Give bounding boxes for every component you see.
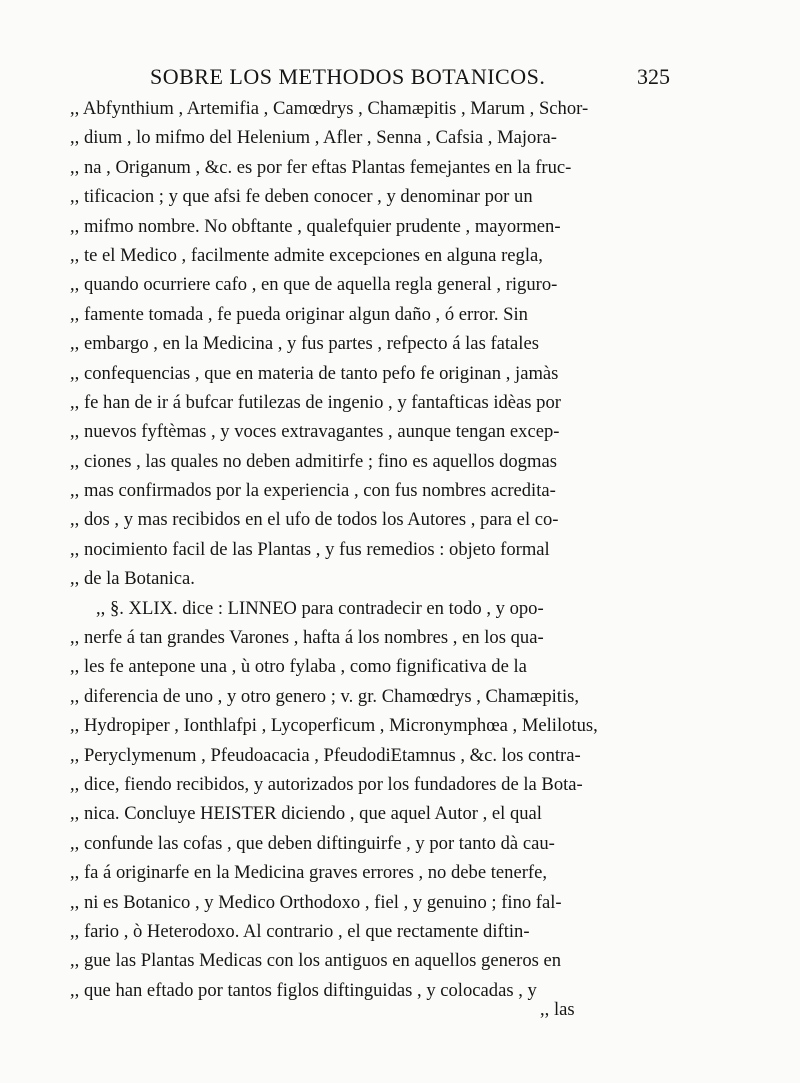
line-text: ,, dice, fiendo recibidos, y autorizados por los fundadores de la Bota- xyxy=(70,773,583,795)
text-line xyxy=(52,505,682,534)
line-text: ,, Hydropiper , Ionthlafpi , Lycoperficum , Micronymphœa , Melilotus, xyxy=(70,715,598,737)
line-text: ,, fa á originarfe en la Medicina graves errores , no debe tenerfe, xyxy=(70,862,548,884)
text-line xyxy=(52,535,682,564)
line-text: ,, mas confirmados por la experiencia , con fus nombres acredita- xyxy=(70,480,556,502)
text-line xyxy=(52,94,682,123)
text-line xyxy=(52,123,682,152)
line-text: ,, ni es Botanico , y Medico Orthodoxo , fiel , y genuino ; fino fal- xyxy=(70,891,562,913)
body-text xyxy=(52,94,682,1035)
text-line xyxy=(52,447,682,476)
text-line xyxy=(52,888,682,917)
line-text: ,, nuevos fyftèmas , y voces extravagantes , aunque tengan excep- xyxy=(70,421,560,443)
text-line xyxy=(52,241,682,270)
text-line xyxy=(52,829,682,858)
line-text: ,, embargo , en la Medicina , y fus partes , refpecto á las fatales xyxy=(70,333,539,355)
text-line xyxy=(52,476,682,505)
text-line xyxy=(52,300,682,329)
line-text: ,, de la Botanica. xyxy=(70,568,195,590)
text-line xyxy=(52,770,682,799)
line-text: ,, Abfynthium , Artemifia , Camœdrys , Chamæpitis , Marum , Schor- xyxy=(70,98,589,119)
text-line xyxy=(52,858,682,887)
line-text: ,, confunde las cofas , que deben diftinguirfe , y por tanto dà cau- xyxy=(70,832,555,854)
line-text: ,, te el Medico , facilmente admite excepciones en alguna regla, xyxy=(70,244,543,266)
line-text: ,, famente tomada , fe pueda originar algun daño , ó error. Sin xyxy=(70,303,528,325)
text-line xyxy=(52,623,682,652)
text-line xyxy=(52,799,682,828)
text-line xyxy=(52,270,682,299)
text-line xyxy=(52,388,682,417)
page-header xyxy=(150,64,670,94)
running-head: SOBRE LOS METHODOS BOTANICOS. xyxy=(150,64,546,89)
text-line xyxy=(52,564,682,593)
text-line xyxy=(52,682,682,711)
line-text: ,, Peryclymenum , Pfeudoacacia , PfeudodiEtamnus , &c. los contra- xyxy=(70,744,581,766)
page-number: 325 xyxy=(637,64,670,89)
line-text: ,, tificacion ; y que afsi fe deben conocer , y denominar por un xyxy=(70,186,533,208)
text-line xyxy=(52,359,682,388)
line-text: ,, nocimiento facil de las Plantas , y fus remedios : objeto formal xyxy=(70,538,550,560)
line-text: ,, §. XLIX. dice : LINNEO para contradecir en todo , y opo- xyxy=(96,597,544,619)
line-text: ,, na , Origanum , &c. es por fer eftas Plantas femejantes en la fruc- xyxy=(70,156,572,178)
text-line xyxy=(52,594,682,623)
text-line xyxy=(52,976,682,1005)
text-line xyxy=(52,417,682,446)
text-line xyxy=(52,741,682,770)
text-line xyxy=(52,329,682,358)
text-line xyxy=(52,946,682,975)
text-line xyxy=(52,153,682,182)
text-line xyxy=(52,917,682,946)
line-text: ,, fario , ò Heterodoxo. Al contrario , el que rectamente diftin- xyxy=(70,920,530,942)
line-text: ,, nerfe á tan grandes Varones , hafta á los nombres , en los qua- xyxy=(70,627,544,649)
line-text: ,, quando ocurriere cafo , en que de aquella regla general , riguro- xyxy=(70,274,558,296)
line-text: ,, les fe antepone una , ù otro fylaba , como fignificativa de la xyxy=(70,656,527,678)
line-text: ,, ciones , las quales no deben admitirfe ; fino es aquellos dogmas xyxy=(70,450,557,472)
line-text: ,, mifmo nombre. No obftante , qualefquier prudente , mayormen- xyxy=(70,215,561,237)
line-text: ,, gue las Plantas Medicas con los antiguos en aquellos generos en xyxy=(70,950,562,972)
line-text: ,, dium , lo mifmo del Helenium , Afler , Senna , Cafsia , Majora- xyxy=(70,127,557,149)
line-text: ,, que han eftado por tantos figlos diftinguidas , y colocadas , y xyxy=(70,979,537,1001)
text-line xyxy=(52,711,682,740)
line-text: ,, fe han de ir á bufcar futilezas de ingenio , y fantafticas idèas por xyxy=(70,391,561,413)
catchword-line xyxy=(52,999,682,1034)
line-text: ,, dos , y mas recibidos en el ufo de todos los Autores , para el co- xyxy=(70,509,559,531)
line-text: ,, confequencias , que en materia de tanto pefo fe originan , jamàs xyxy=(70,362,559,384)
line-text: ,, nica. Concluye HEISTER diciendo , que aquel Autor , el qual xyxy=(70,803,542,825)
catchword: ,, las xyxy=(540,999,575,1021)
line-text: ,, diferencia de uno , y otro genero ; v. gr. Chamœdrys , Chamæpitis, xyxy=(70,685,579,707)
text-line xyxy=(52,212,682,241)
text-line xyxy=(52,182,682,211)
text-line xyxy=(52,652,682,681)
